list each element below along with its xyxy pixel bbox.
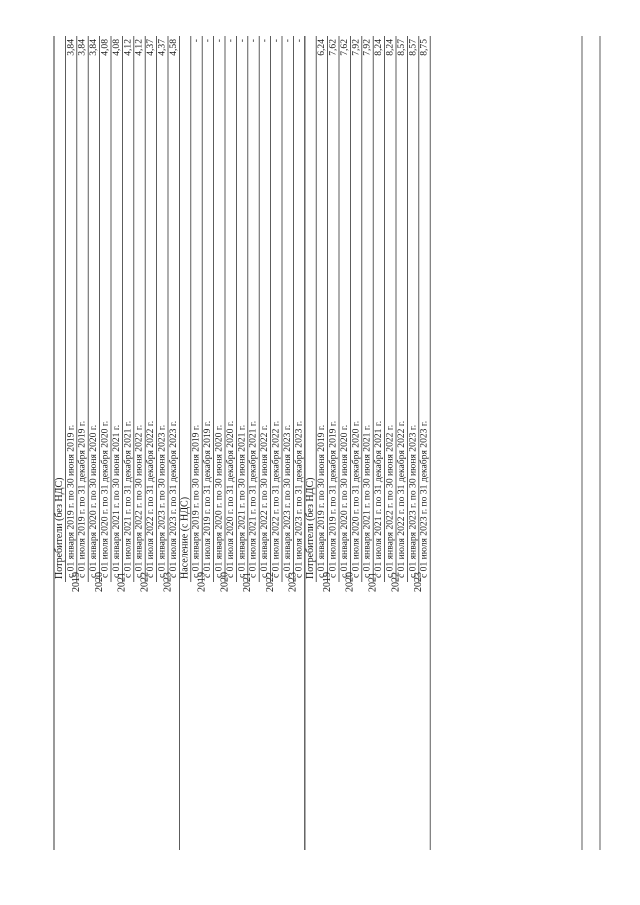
tariff-price: 4,37 [156, 39, 168, 56]
tariff-price: - [293, 39, 305, 43]
tariff-price: 8,24 [373, 39, 385, 56]
tariff-period: с 01 января 2021 г. по 30 июня 2021 г. [236, 424, 248, 578]
tariff-price: - [202, 39, 214, 43]
year-label: 2021 [242, 572, 254, 592]
tariff-price: - [281, 39, 293, 43]
tariff-period: с 01 июля 2021 г. по 31 декабря 2021 г. [122, 420, 134, 578]
tariff-price: 4,37 [145, 39, 157, 56]
tariff-period: с 01 июля 2019 г. по 31 декабря 2019 г. [327, 420, 339, 578]
tariff-period: с 01 июля 2019 г. по 31 декабря 2019 г. [76, 420, 88, 578]
tariff-period: с 01 января 2019 г. по 30 июня 2019 г. [65, 424, 77, 578]
tariff-period: с 01 января 2020 г. по 30 июня 2020 г. [213, 424, 225, 578]
tariff-period: с 01 января 2021 г. по 30 июня 2021 г. [361, 424, 373, 578]
tariff-period: с 01 января 2021 г. по 30 июня 2021 г. [110, 424, 122, 578]
tariff-price: - [270, 39, 282, 43]
tariff-period: с 01 января 2019 г. по 30 июня 2019 г. [316, 424, 328, 578]
year-label: 2022 [264, 572, 276, 592]
year-label: 2020 [344, 572, 356, 592]
year-label: 2020 [93, 572, 105, 592]
tariff-period: с 01 июля 2022 г. по 31 декабря 2022 г. [145, 420, 157, 578]
year-label: 2019 [71, 572, 83, 592]
year-label: 2021 [116, 572, 128, 592]
tariff-period: с 01 июля 2023 г. по 31 декабря 2023 г. [167, 420, 179, 578]
group-header: Потребители (без НДС) [53, 477, 65, 579]
year-label: 2023 [162, 572, 174, 592]
tariff-price: 7,92 [361, 39, 373, 56]
tariff-price: 3,84 [76, 39, 88, 56]
year-label: 2022 [390, 572, 402, 592]
tariff-period: с 01 января 2019 г. по 30 июня 2019 г. [190, 424, 202, 578]
tariff-period: с 01 июля 2021 г. по 31 декабря 2021 г. [247, 420, 259, 578]
tariff-price: 3,84 [65, 39, 77, 56]
tariff-price: 4,12 [122, 39, 134, 56]
tariff-price: - [190, 39, 202, 43]
tariff-period: с 01 июля 2023 г. по 31 декабря 2023 г. [418, 420, 430, 578]
tariff-period: с 01 января 2020 г. по 30 июня 2020 г. [338, 424, 350, 578]
tariff-price: 8,57 [407, 39, 419, 56]
tariff-price: 3,84 [88, 39, 100, 56]
year-label: 2020 [219, 572, 231, 592]
tariff-period: с 01 июля 2022 г. по 31 декабря 2022 г. [270, 420, 282, 578]
tariff-price: 4,08 [99, 39, 111, 56]
tariff-period: с 01 января 2022 г. по 30 июня 2022 г. [384, 424, 396, 578]
tariff-price: 4,58 [167, 39, 179, 56]
tariff-price: 8,75 [418, 39, 430, 56]
year-label: 2019 [196, 572, 208, 592]
tariff-price: - [247, 39, 259, 43]
tariff-price: 7,92 [350, 39, 362, 56]
tariff-period: с 01 июля 2023 г. по 31 декабря 2023 г. [293, 420, 305, 578]
tariff-price: 8,57 [395, 39, 407, 56]
tariff-period: с 01 января 2022 г. по 30 июня 2022 г. [259, 424, 271, 578]
tariff-period: с 01 июля 2022 г. по 31 декабря 2022 г. [395, 420, 407, 578]
year-label: 2023 [287, 572, 299, 592]
tariff-price: 7,62 [338, 39, 350, 56]
year-label: 2019 [321, 572, 333, 592]
year-label: 2021 [367, 572, 379, 592]
tariff-price: - [213, 39, 225, 43]
tariff-price: 4,08 [110, 39, 122, 56]
tariff-period: с 01 июля 2020 г. по 31 декабря 2020 г. [99, 420, 111, 578]
year-label: 2022 [139, 572, 151, 592]
tariff-period: с 01 января 2023 г. по 30 июня 2023 г. [281, 424, 293, 578]
tariff-price: 6,24 [316, 39, 328, 56]
tariff-price: 8,24 [384, 39, 396, 56]
tariff-period: с 01 января 2023 г. по 30 июня 2023 г. [156, 424, 168, 578]
tariff-period: с 01 января 2020 г. по 30 июня 2020 г. [88, 424, 100, 578]
group-header: Население (с НДС) [179, 496, 191, 579]
year-label: 2023 [413, 572, 425, 592]
tariff-price: 4,12 [133, 39, 145, 56]
tariff-price: - [224, 39, 236, 43]
tariff-period: с 01 января 2023 г. по 30 июня 2023 г. [407, 424, 419, 578]
tariff-period: с 01 июля 2021 г. по 31 декабря 2021 г. [373, 420, 385, 578]
tariff-price: - [236, 39, 248, 43]
tariff-period: с 01 января 2022 г. по 30 июня 2022 г. [133, 424, 145, 578]
tariff-period: с 01 июля 2020 г. по 31 декабря 2020 г. [350, 420, 362, 578]
group-header: Потребители (без НДС) [304, 477, 316, 579]
tariff-period: с 01 июля 2020 г. по 31 декабря 2020 г. [224, 420, 236, 578]
tariff-period: с 01 июля 2019 г. по 31 декабря 2019 г. [202, 420, 214, 578]
tariff-price: - [259, 39, 271, 43]
tariff-price: 7,62 [327, 39, 339, 56]
